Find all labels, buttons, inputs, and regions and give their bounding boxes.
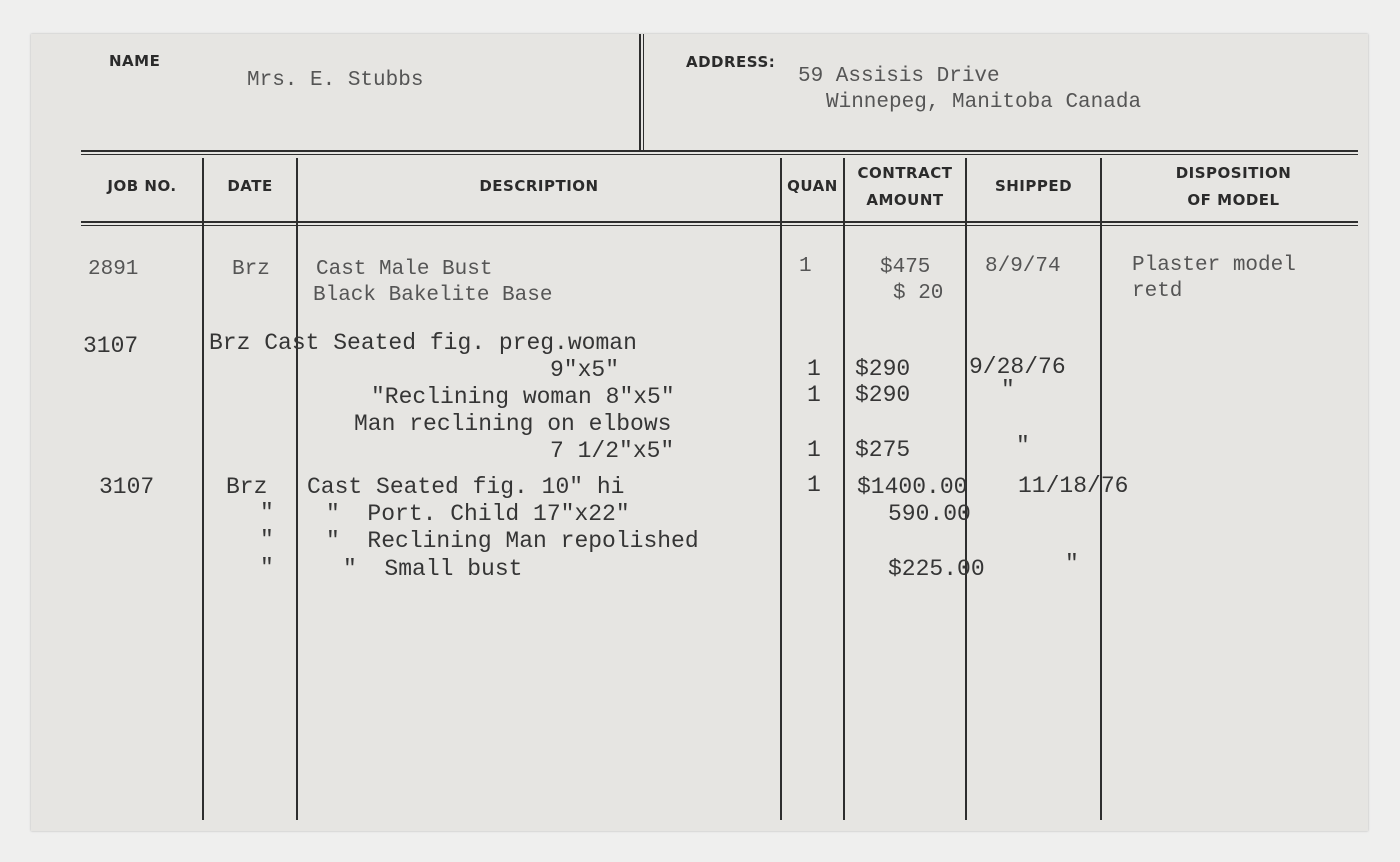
entry-3-date-1: Brz bbox=[226, 474, 268, 500]
entry-2-amount-3: $275 bbox=[855, 437, 911, 463]
entry-2-amount-2: $290 bbox=[855, 382, 911, 408]
entry-2-description-line-3: Man reclining on elbows bbox=[354, 411, 672, 437]
entry-2-shipped-2: " bbox=[1001, 377, 1015, 403]
quan-header: QUAN bbox=[787, 177, 838, 195]
entry-3-date-4: " bbox=[260, 555, 274, 581]
entry-3-amount-3: $225.00 bbox=[888, 556, 985, 582]
entry-2-amount-1: $290 bbox=[855, 356, 911, 382]
entry-1-shipped: 8/9/74 bbox=[985, 255, 1061, 278]
header-bottom-rule-2 bbox=[81, 225, 1358, 226]
header-bottom-rule bbox=[81, 221, 1358, 223]
entry-2-shipped-3: " bbox=[1016, 433, 1030, 459]
job-no-header: JOB NO. bbox=[107, 177, 177, 195]
entry-3-amount-2: 590.00 bbox=[888, 501, 971, 527]
date-header: DATE bbox=[227, 177, 273, 195]
entry-3-description-line-3: " Reclining Man repolished bbox=[326, 528, 699, 554]
entry-1-job-no: 2891 bbox=[88, 258, 139, 281]
customer-name: Mrs. E. Stubbs bbox=[247, 69, 424, 92]
name-label: NAME bbox=[109, 52, 161, 70]
entry-3-quan: 1 bbox=[807, 472, 821, 498]
column-divider-jobno bbox=[202, 158, 204, 820]
address-line-2: Winnepeg, Manitoba Canada bbox=[826, 91, 1142, 114]
entry-3-job-no: 3107 bbox=[99, 474, 155, 500]
entry-2-description-line-2: "Reclining woman 8"x5" bbox=[371, 384, 675, 410]
name-address-divider-2 bbox=[643, 34, 644, 151]
entry-1-disposition-1: Plaster model bbox=[1132, 254, 1296, 277]
of-model-header: OF MODEL bbox=[1187, 191, 1280, 209]
entry-2-description-lead: Brz Cast Seated fig. preg.woman bbox=[209, 330, 637, 356]
column-divider-quan bbox=[843, 158, 845, 820]
column-divider-description bbox=[780, 158, 782, 820]
address-line-1: 59 Assisis Drive bbox=[798, 65, 1000, 88]
entry-2-quan-1: 1 bbox=[807, 356, 821, 382]
entry-2-shipped-1: 9/28/76 bbox=[969, 354, 1066, 380]
entry-2-job-no: 3107 bbox=[83, 333, 139, 359]
entry-3-description-line-2: " Port. Child 17"x22" bbox=[326, 501, 630, 527]
entry-1-description-line-1: Cast Male Bust bbox=[316, 258, 493, 281]
record-card bbox=[31, 34, 1368, 831]
entry-3-description-line-4: " Small bust bbox=[343, 556, 523, 582]
description-header: DESCRIPTION bbox=[479, 177, 599, 195]
entry-2-description-line-4: 7 1/2"x5" bbox=[550, 438, 675, 464]
amount-header: AMOUNT bbox=[866, 191, 944, 209]
entry-1-disposition-2: retd bbox=[1132, 280, 1183, 303]
contract-header: CONTRACT bbox=[857, 164, 953, 182]
entry-1-quan: 1 bbox=[799, 255, 812, 278]
disposition-header: DISPOSITION bbox=[1175, 164, 1292, 182]
entry-3-amount-1: $1400.00 bbox=[857, 474, 968, 500]
entry-3-date-3: " bbox=[260, 527, 274, 553]
column-divider-date bbox=[296, 158, 298, 820]
entry-3-shipped-2: " bbox=[1065, 551, 1079, 577]
entry-1-description-line-2: Black Bakelite Base bbox=[313, 284, 553, 307]
header-top-rule bbox=[81, 150, 1358, 152]
entry-2-quan-3: 1 bbox=[807, 437, 821, 463]
entry-3-description-line-1: Cast Seated fig. 10" hi bbox=[307, 474, 625, 500]
entry-3-shipped-1: 11/18/76 bbox=[1018, 473, 1129, 499]
address-label: ADDRESS: bbox=[686, 53, 776, 71]
shipped-header: SHIPPED bbox=[994, 177, 1073, 195]
entry-1-date: Brz bbox=[232, 258, 270, 281]
name-address-divider bbox=[639, 34, 641, 151]
entry-1-amount-1: $475 bbox=[880, 256, 931, 279]
entry-3-date-2: " bbox=[260, 500, 274, 526]
entry-2-description-line-1: 9"x5" bbox=[550, 357, 620, 383]
entry-1-amount-2: $ 20 bbox=[893, 282, 944, 305]
entry-2-quan-2: 1 bbox=[807, 382, 821, 408]
header-top-rule-2 bbox=[81, 154, 1358, 155]
